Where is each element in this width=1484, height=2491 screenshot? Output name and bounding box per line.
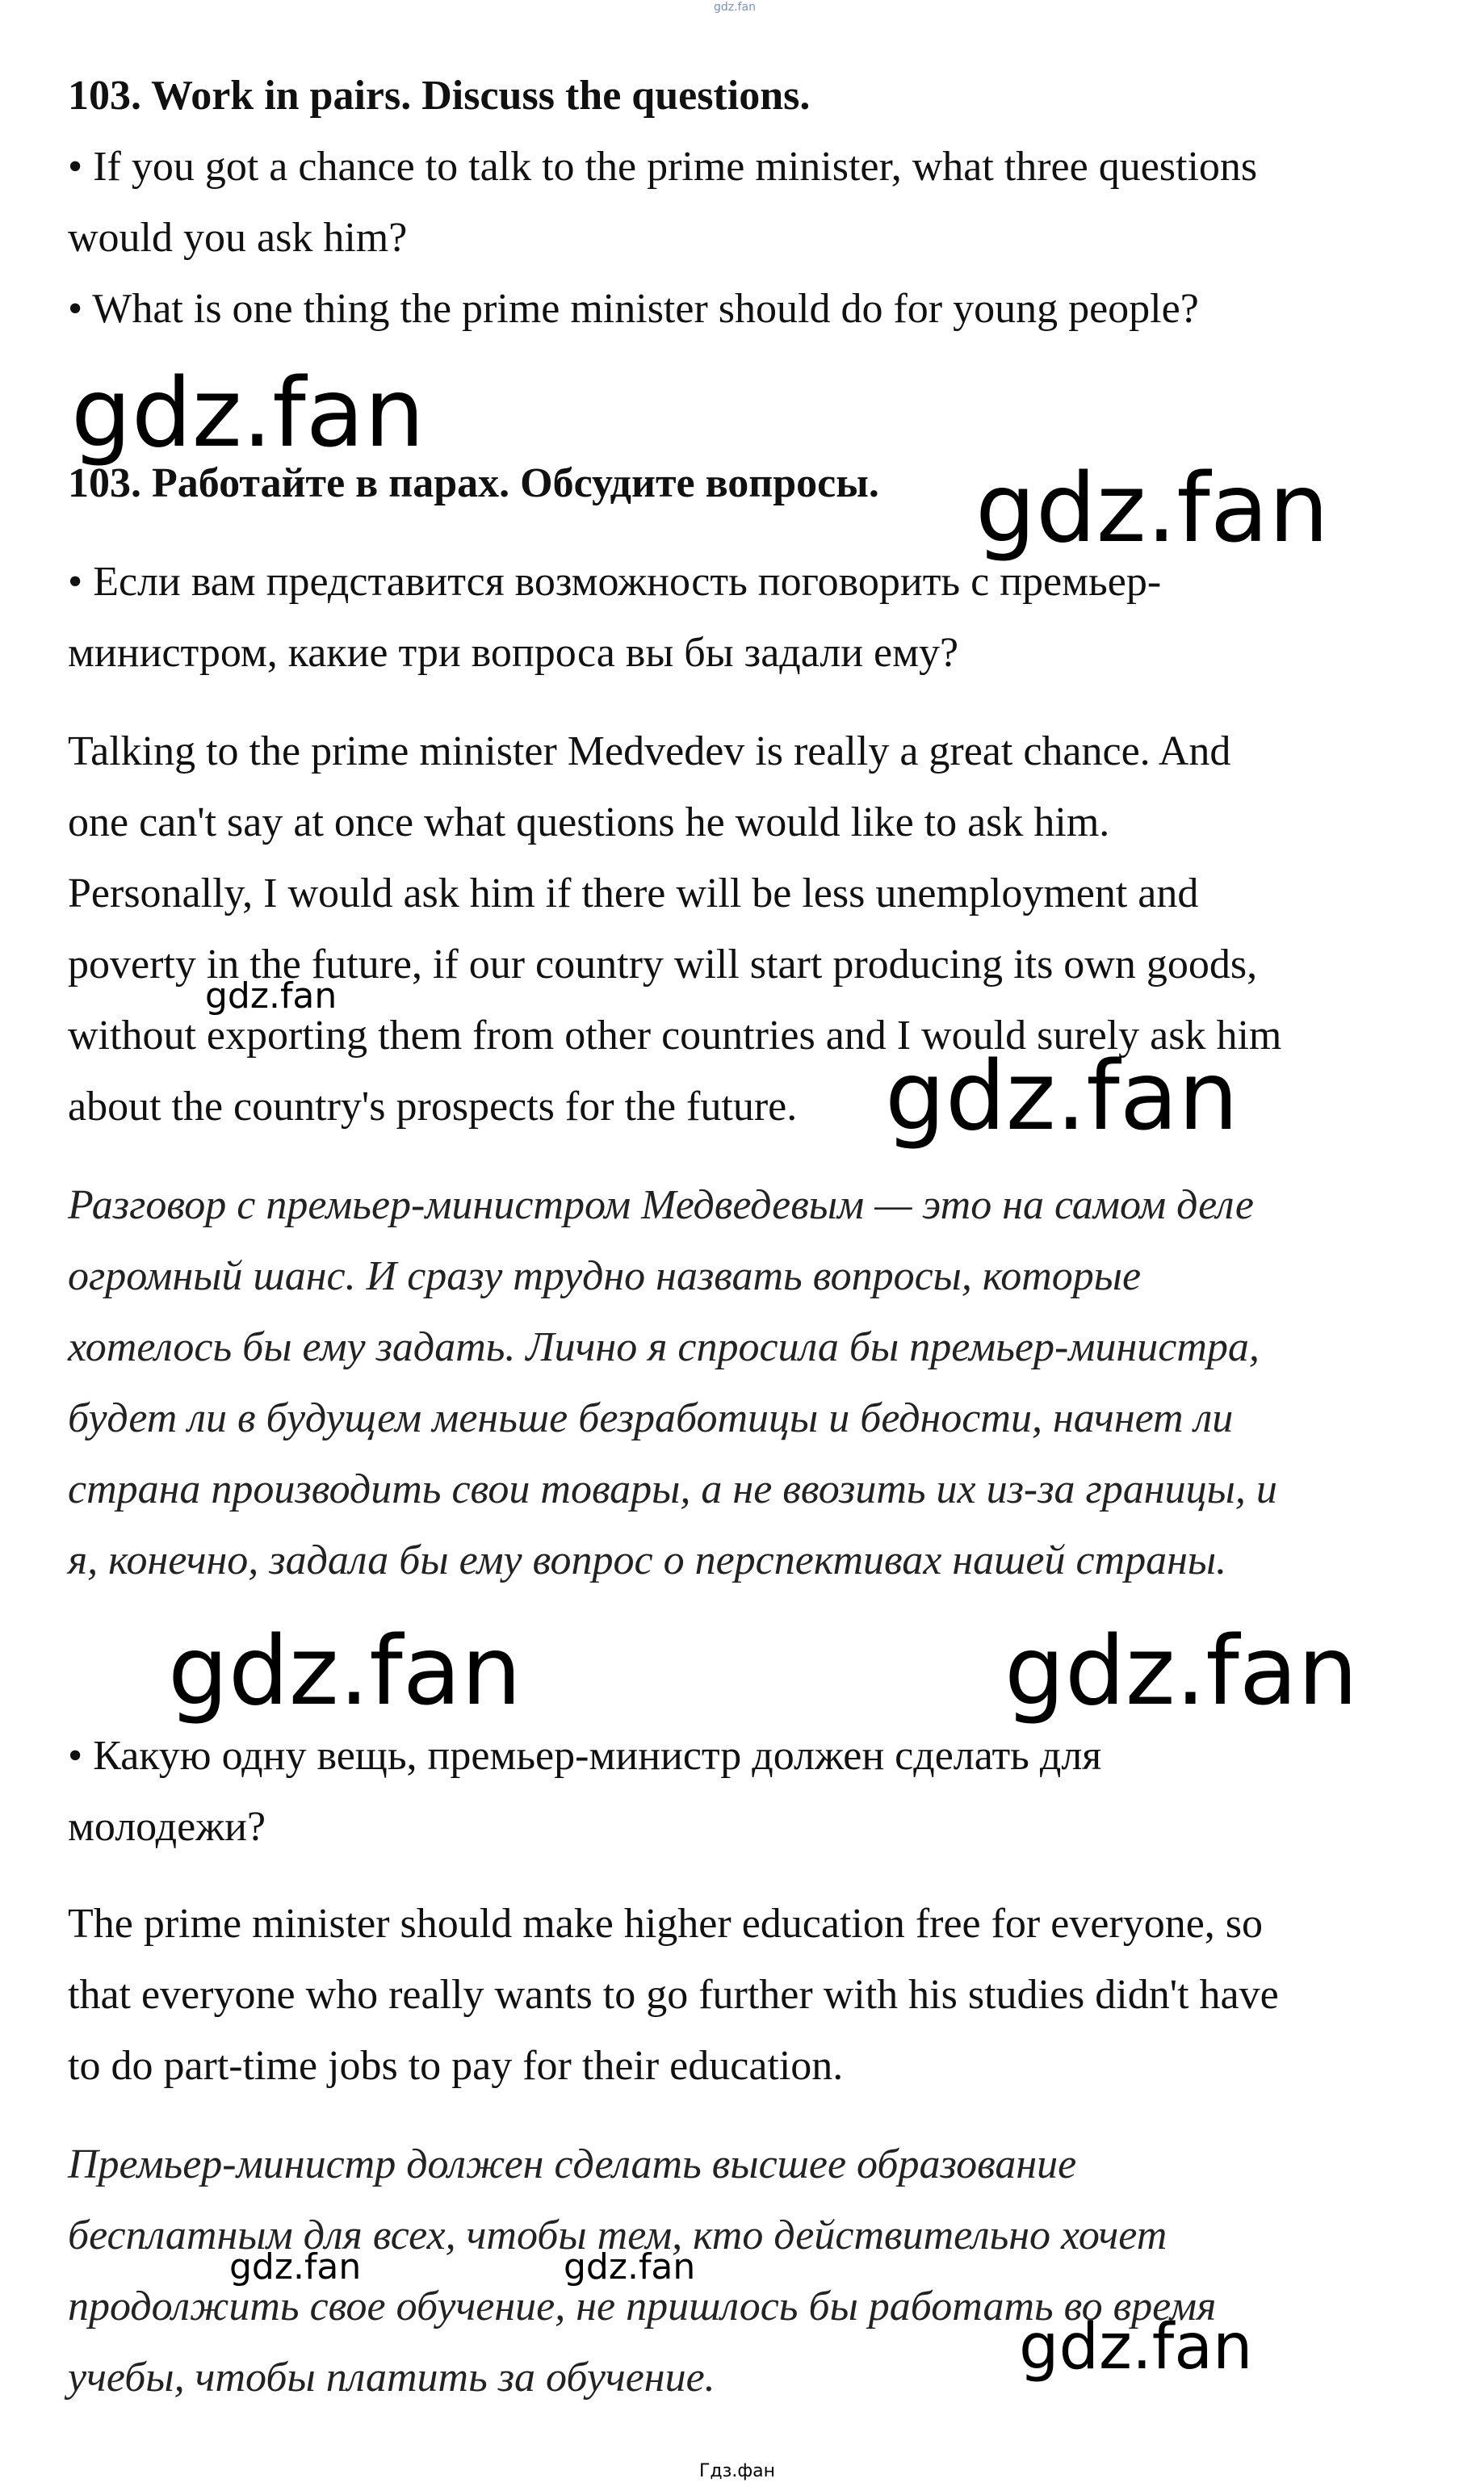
watermark-large: gdz.fan — [168, 1615, 522, 1726]
answer-2-en-line: to do part-time jobs to pay for their education. — [68, 2043, 844, 2089]
answer-1-ru-line: Разговор с премьер-министром Медведевым — это на самом деле — [68, 1182, 1254, 1228]
exercise-heading-ru: 103. Работайте в парах. Обсудите вопросы. — [68, 460, 879, 506]
question-2: • What is one thing the prime minister should do for young people? — [68, 286, 1199, 332]
answer-2-ru-line: продолжить свое обучение, не пришлось бы работать во время — [68, 2283, 1217, 2330]
watermark-large: gdz.fan — [1004, 1615, 1358, 1726]
header-watermark: gdz.fan — [714, 1, 756, 14]
answer-1-en-line: one can't say at once what questions he would like to ask him. — [68, 799, 1110, 845]
answer-1-ru-line: огромный шанс. И сразу трудно назвать вопросы, которые — [68, 1253, 1142, 1299]
watermark-large: gdz.fan — [975, 452, 1329, 564]
question-ru-line-1: • Если вам представится возможность поговорить с премьер- — [68, 559, 1162, 605]
answer-1-en-line: without exporting them from other countries and I would surely ask him — [68, 1013, 1282, 1059]
question-1-line-2: would you ask him? — [68, 215, 408, 261]
watermark-large: gdz.fan — [71, 357, 425, 468]
answer-1-en-line: about the country's prospects for the future. — [68, 1084, 798, 1130]
answer-2-ru-line: бесплатным для всех, чтобы тем, кто действительно хочет — [68, 2212, 1167, 2258]
answer-2-en-line: The prime minister should make higher education free for everyone, so — [68, 1901, 1264, 1947]
question-1-line-1: • If you got a chance to talk to the prime minister, what three questions — [68, 144, 1258, 190]
answer-1-ru-line: я, конечно, задала бы ему вопрос о перспективах нашей страны. — [68, 1537, 1227, 1583]
answer-2-ru-line: учебы, чтобы платить за обучение. — [68, 2355, 715, 2401]
question-ru-line-2: министром, какие три вопроса вы бы задали ему? — [68, 630, 959, 676]
answer-1-en-line: poverty in the future, if our country will start producing its own goods, — [68, 941, 1258, 988]
answer-1-ru-line: будет ли в будущем меньше безработицы и бедности, начнет ли — [68, 1395, 1234, 1441]
watermark-small: gdz.fan — [229, 2246, 362, 2288]
question-ru-2-line-1: • Какую одну вещь, премьер-министр должен сделать для — [68, 1733, 1102, 1779]
answer-1-en-line: Talking to the prime minister Medvedev is really a great chance. And — [68, 728, 1231, 774]
answer-1-en-line: Personally, I would ask him if there will be less unemployment and — [68, 870, 1199, 916]
watermark-large: gdz.fan — [885, 1040, 1239, 1151]
watermark-small: gdz.fan — [564, 2246, 696, 2288]
answer-1-ru-line: хотелось бы ему задать. Лично я спросила бы премьер-министра, — [68, 1324, 1260, 1370]
watermark-medium: gdz.fan — [1019, 2311, 1253, 2384]
answer-2-ru-line: Премьер-министр должен сделать высшее образование — [68, 2141, 1077, 2187]
answer-1-ru-line: страна производить свои товары, а не ввозить их из-за границы, и — [68, 1466, 1277, 1512]
footer-watermark: Гдз.фан — [699, 2461, 775, 2481]
watermark-small: gdz.fan — [205, 975, 337, 1017]
answer-2-en-line: that everyone who really wants to go further with his studies didn't have — [68, 1972, 1279, 2018]
question-ru-2-line-2: молодежи? — [68, 1804, 266, 1850]
exercise-heading-en: 103. Work in pairs. Discuss the questions. — [68, 73, 811, 119]
